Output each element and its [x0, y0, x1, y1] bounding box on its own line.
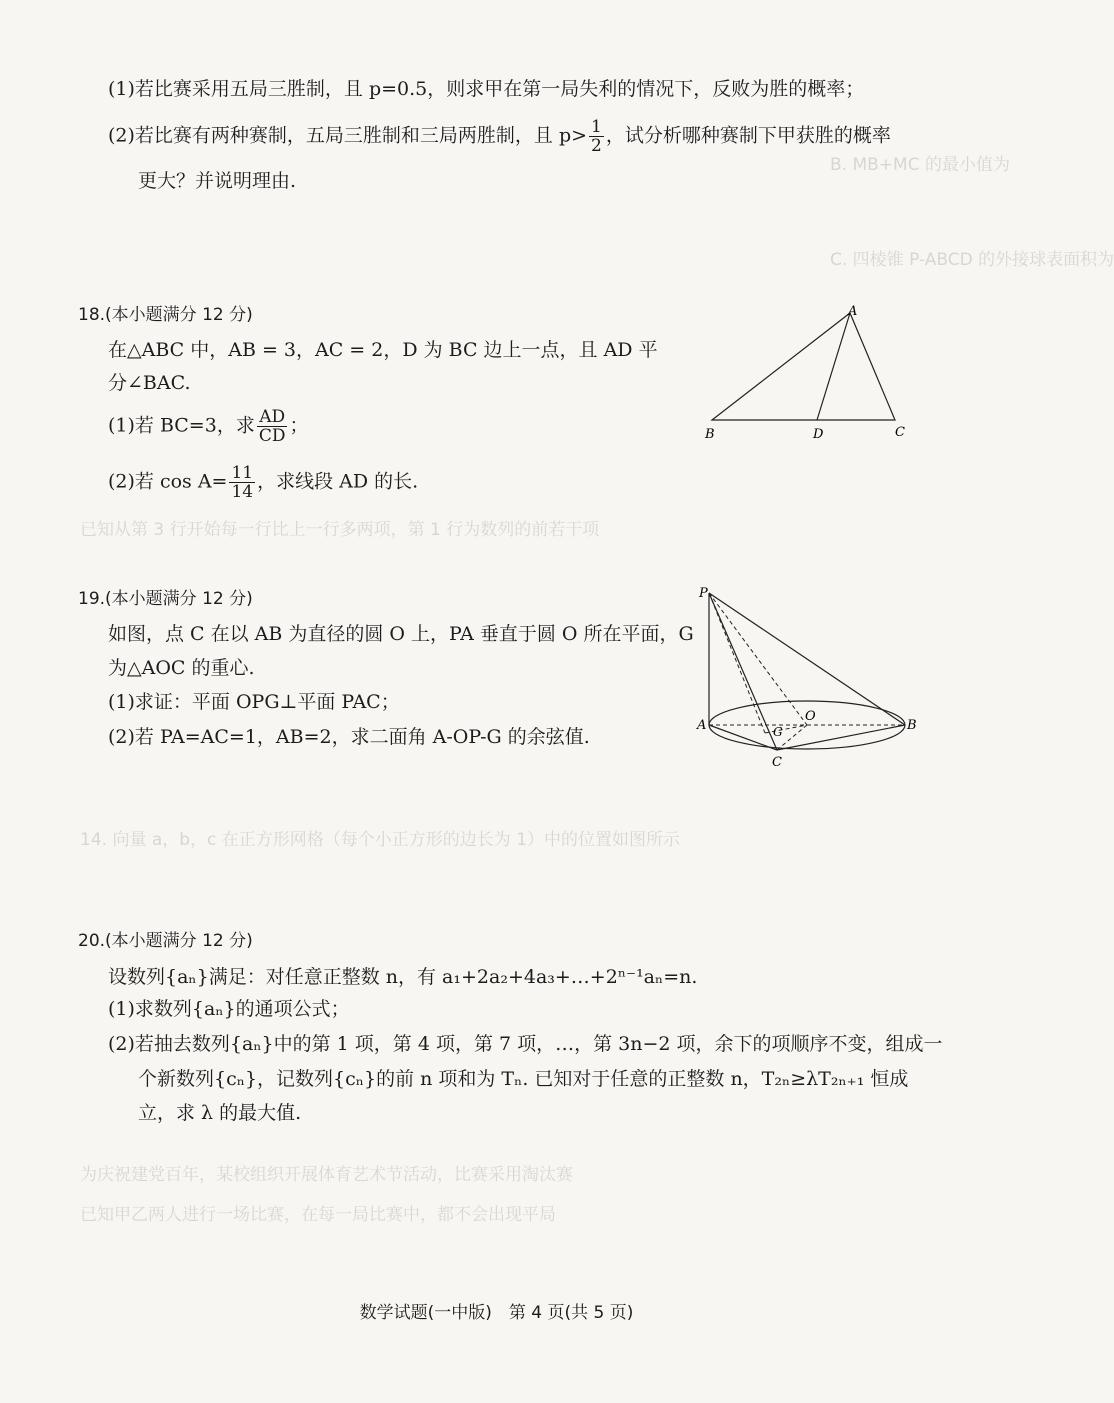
- label-p: P: [699, 586, 708, 601]
- segment-pg: [709, 593, 765, 733]
- q18-heading: 18.(本小题满分 12 分): [78, 305, 253, 325]
- q18-part1-pre: (1)若 BC=3，求: [108, 414, 255, 437]
- label-b: B: [705, 427, 715, 442]
- q18-part1-fraction-den: CD: [258, 426, 286, 446]
- label-b: B: [907, 718, 917, 733]
- bleed-through-text: 已知从第 3 行开始每一行比上一行多两项，第 1 行为数列的前若干项: [80, 520, 600, 540]
- q19-part1: (1)求证：平面 OPG⊥平面 PAC；: [108, 691, 400, 713]
- q20-heading: 20.(本小题满分 12 分): [78, 931, 253, 951]
- label-o: O: [805, 709, 816, 724]
- label-a: A: [697, 718, 707, 733]
- q18-part2-post: ，求线段 AD 的长.: [257, 470, 419, 493]
- q19-stem-line1: 如图，点 C 在以 AB 为直径的圆 O 上，PA 垂直于圆 O 所在平面，G: [108, 623, 694, 645]
- bleed-through-text: 已知甲乙两人进行一场比赛，在每一局比赛中，都不会出现平局: [80, 1205, 556, 1225]
- q20-part1: (1)求数列{aₙ}的通项公式；: [108, 998, 350, 1020]
- q18-part2-fraction-den: 14: [231, 482, 254, 502]
- bleed-through-text: C. 四棱锥 P-ABCD 的外接球表面积为: [830, 250, 1114, 270]
- q19-heading: 19.(本小题满分 12 分): [78, 589, 253, 609]
- q20-stem: 设数列{aₙ}满足：对任意正整数 n，有 a₁+2a₂+4a₃+…+2ⁿ⁻¹aₙ=n.: [108, 966, 698, 988]
- label-c: C: [895, 425, 905, 440]
- bleed-through-text: 为庆祝建党百年，某校组织开展体育艺术节活动，比赛采用淘汰赛: [80, 1165, 573, 1185]
- q17-fraction-num: 1: [591, 117, 602, 137]
- label-d: D: [813, 427, 824, 442]
- q20-part2-line1: (2)若抽去数列{aₙ}中的第 1 项，第 4 项，第 7 项，…，第 3n−2 项，余下的项顺序不变，组成一: [108, 1033, 943, 1055]
- q19-part2: (2)若 PA=AC=1，AB=2，求二面角 A-OP-G 的余弦值.: [108, 726, 590, 748]
- segment-ac: [709, 725, 777, 750]
- q18-stem-line1: 在△ABC 中，AB = 3，AC = 2，D 为 BC 边上一点，且 AD 平: [108, 339, 658, 361]
- q18-triangle-figure: [695, 298, 920, 448]
- q18-part1-fraction-num: AD: [259, 407, 286, 427]
- q18-part2-fraction: [229, 464, 255, 501]
- segment-cb: [777, 725, 905, 750]
- bleed-through-text: 14. 向量 a，b，c 在正方形网格（每个小正方形的边长为 1）中的位置如图所示: [80, 830, 681, 850]
- q17-fraction-den: 2: [591, 136, 602, 156]
- q18-part2: [108, 464, 418, 504]
- label-c: C: [772, 755, 782, 770]
- q17-fraction: [589, 118, 604, 155]
- segment-pb: [709, 593, 905, 725]
- label-g: G: [773, 725, 783, 739]
- q20-part2-line2: 个新数列{cₙ}，记数列{cₙ}的前 n 项和为 Tₙ. 已知对于任意的正整数 n，T₂ₙ≥λT₂ₙ₊₁ 恒成: [138, 1068, 909, 1090]
- q18-part2-fraction-num: 11: [231, 463, 254, 483]
- q17-part2-continuation: 更大？并说明理由.: [138, 170, 297, 192]
- q18-part1-post: ；: [289, 414, 309, 437]
- q19-stem-line2: 为△AOC 的重心.: [108, 657, 255, 679]
- triangle-abc: [712, 313, 895, 420]
- bleed-through-text: B. MB+MC 的最小值为: [830, 155, 1010, 175]
- q18-part1-fraction: [257, 408, 288, 445]
- q18-part2-pre: (2)若 cos A=: [108, 470, 228, 493]
- segment-ad: [817, 313, 850, 420]
- q18-stem-line2: 分∠BAC.: [108, 372, 191, 394]
- q20-part2-line3: 立，求 λ 的最大值.: [138, 1102, 302, 1124]
- q17-part2: [108, 118, 891, 154]
- segment-go: [765, 725, 807, 733]
- page-footer: 数学试题(一中版) 第 4 页(共 5 页): [359, 1303, 634, 1323]
- q17-part1: (1)若比赛采用五局三胜制，且 p=0.5，则求甲在第一局失利的情况下，反败为胜的概率；: [108, 78, 865, 100]
- q18-part1: [108, 408, 308, 448]
- q17-part2-post: ，试分析哪种赛制下甲获胜的概率: [605, 124, 891, 147]
- q19-solid-figure: [695, 585, 915, 770]
- q17-part2-pre: (2)若比赛有两种赛制，五局三胜制和三局两胜制，且 p>: [108, 124, 588, 147]
- label-a: A: [848, 304, 858, 319]
